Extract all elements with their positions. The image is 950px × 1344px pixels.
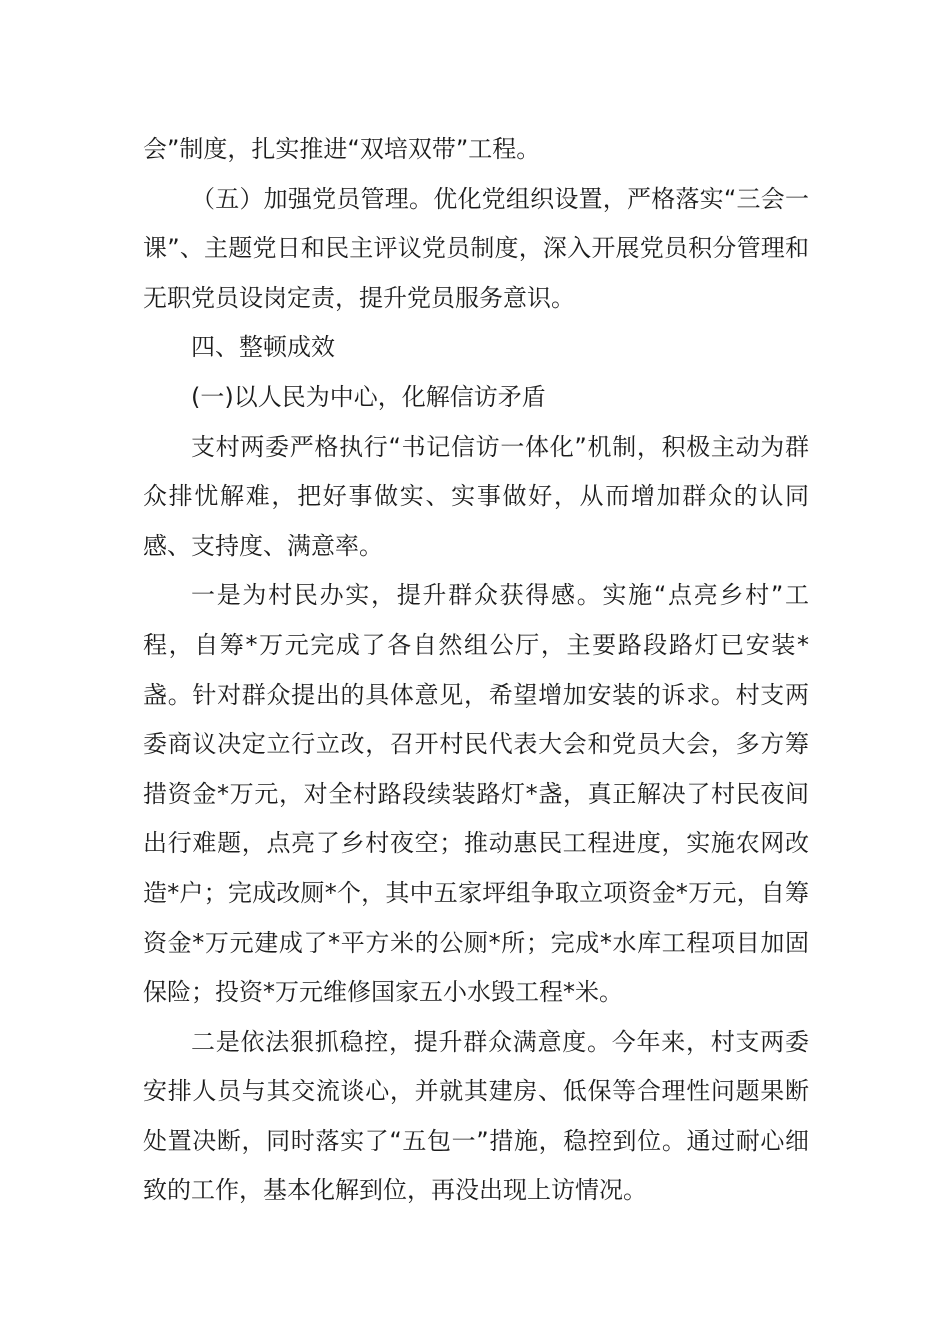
document-body bbox=[143, 125, 809, 1216]
paragraph-petition-mechanism: 支村两委严格执行“书记信访一体化”机制，积极主动为群众排忧解难，把好事做实、实事做好，从而增加群众的认同感、支持度、满意率。 bbox=[143, 432, 809, 560]
section-heading-rectification-results: 四、整顿成效 bbox=[191, 333, 335, 362]
paragraph-stability-control: 二是依法狠抓稳控，提升群众满意度。今年来，村支两委安排人员与其交流谈心，并就其建房、低保等合理性问题果断处置决断，同时落实了“五包一”措施，稳控到位。通过耐心细致的工作，基本化解到位，再没出现上访情况。 bbox=[143, 1027, 809, 1205]
paragraph-continuation: 会”制度，扎实推进“双培双带”工程。 bbox=[143, 135, 541, 163]
subsection-heading-people-centered: (一)以人民为中心，化解信访矛盾 bbox=[191, 382, 546, 411]
paragraph-party-member-management: （五）加强党员管理。优化党组织设置，严格落实“三会一课”、主题党日和民主评议党员制度，深入开展党员积分管理和无职党员设岗定责，提升党员服务意识。 bbox=[143, 184, 809, 312]
paragraph-village-works: 一是为村民办实，提升群众获得感。实施“点亮乡村”工程，自筹*万元完成了各自然组公厅，主要路段路灯已安装*盏。针对群众提出的具体意见，希望增加安装的诉求。村支两委商议决定立行立改，召开村民代表大会和党员大会，多方筹措资金*万元，对全村路段续装路灯*盏，真正解决了村民夜间出行难题，点亮了乡村夜空；推动惠民工程进度，实施农网改造*户；完成改厕*个，其中五家坪组争取立项资金*万元，自筹资金*万元建成了*平方米的公厕*所；完成*水库工程项目加固保险；投资*万元维修国家五小水毁工程*米。 bbox=[143, 581, 809, 1007]
